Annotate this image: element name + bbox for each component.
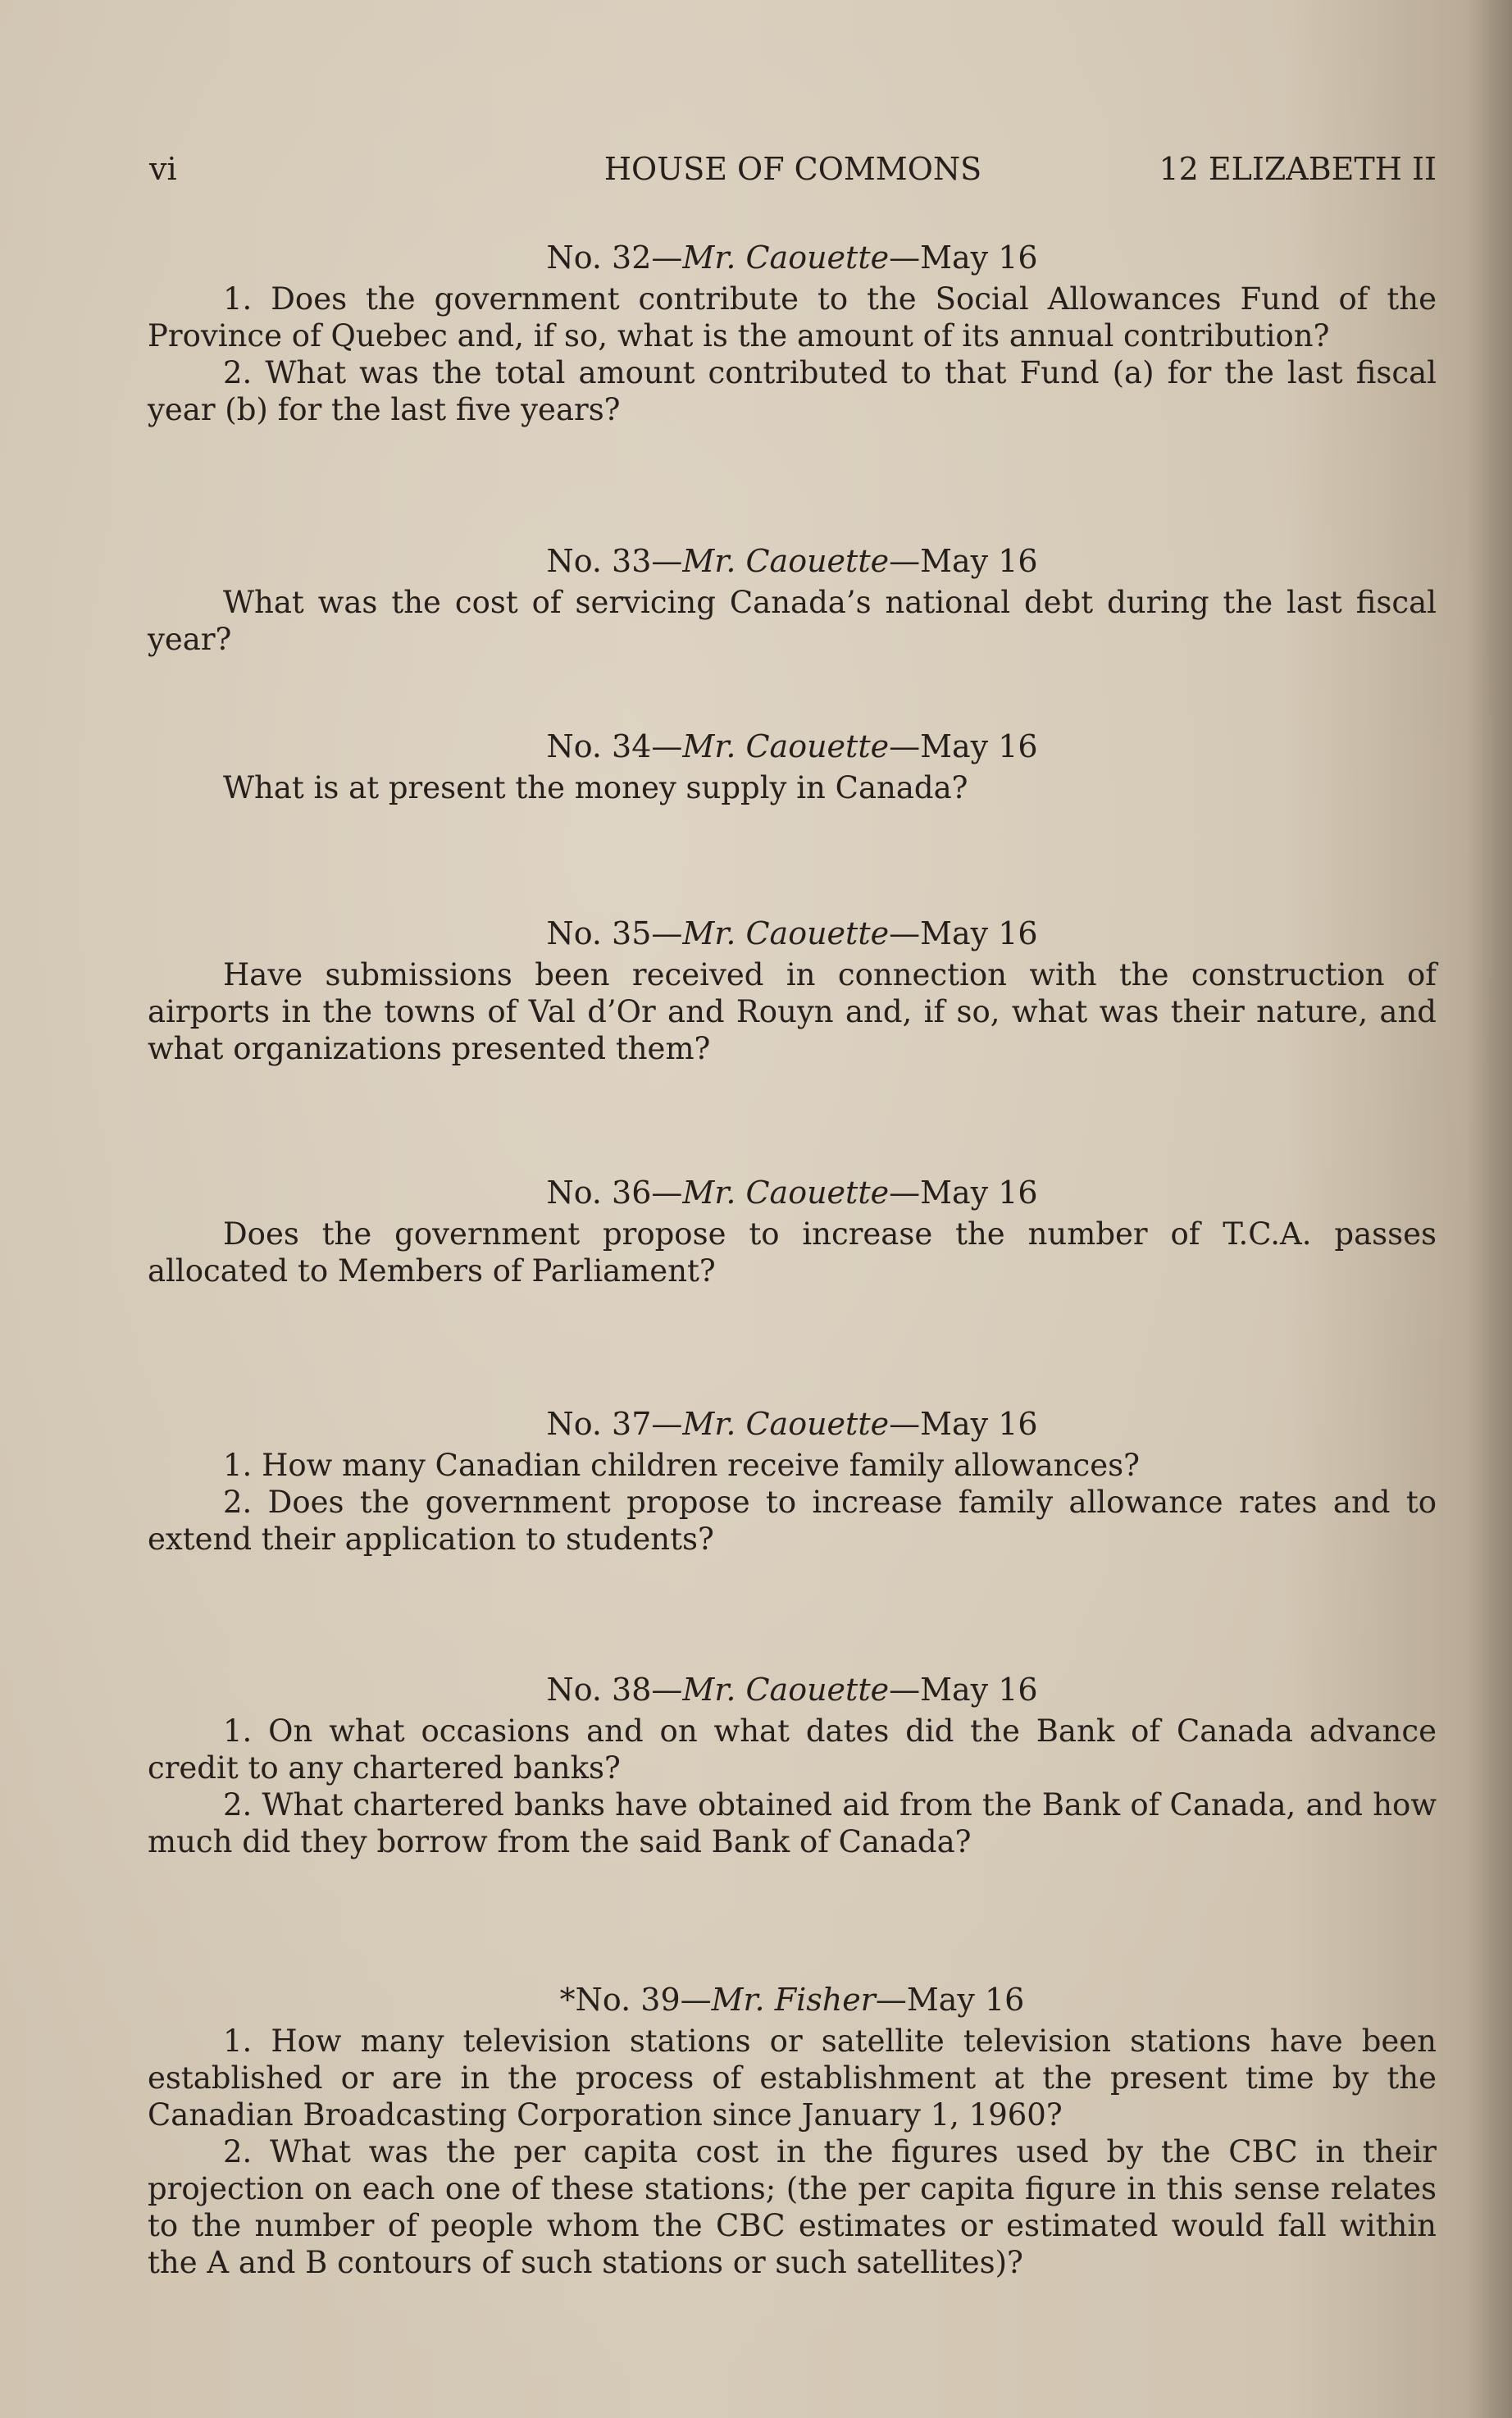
question-paragraph: 2. Does the government propose to increase family allowance rates and to extend their application to students? (148, 1485, 1437, 1557)
question-heading (148, 727, 1437, 766)
question-member: Mr. Caouette (682, 915, 890, 951)
question-date: —May 16 (889, 1175, 1038, 1211)
question-number: No. 37— (546, 1406, 683, 1442)
question-33 (148, 541, 1437, 658)
question-heading (148, 238, 1437, 277)
question-heading (148, 541, 1437, 581)
question-paragraph: What is at present the money supply in Canada? (223, 770, 968, 805)
question-39 (148, 1980, 1437, 2281)
question-member: Mr. Caouette (682, 1175, 890, 1211)
question-32 (148, 238, 1437, 428)
question-number: No. 36— (546, 1175, 683, 1211)
question-member: Mr. Caouette (682, 1406, 890, 1442)
question-number: No. 35— (546, 915, 683, 951)
question-paragraph: Have submissions been received in connection with the construction of airports in the towns of Val d’Or and Rouyn and, if so, what was their nature, and what organizations presented them? (148, 957, 1437, 1066)
question-member: Mr. Caouette (682, 728, 890, 764)
question-paragraph: 1. On what occasions and on what dates did the Bank of Canada advance credit to any chartered banks? (148, 1713, 1437, 1786)
question-paragraph: Does the government propose to increase the number of T.C.A. passes allocated to Members of Parliament? (148, 1216, 1437, 1289)
question-heading (148, 914, 1437, 953)
running-title: HOUSE OF COMMONS (603, 151, 982, 187)
question-member: Mr. Caouette (682, 543, 890, 579)
question-member: Mr. Caouette (682, 1672, 890, 1708)
question-member: Mr. Caouette (682, 240, 890, 276)
question-heading (148, 1173, 1437, 1212)
question-34 (148, 727, 1437, 806)
question-number: No. 38— (546, 1672, 683, 1708)
question-member: Mr. Fisher (711, 1982, 876, 2018)
question-37 (148, 1404, 1437, 1558)
question-heading (148, 1980, 1437, 2019)
question-date: —May 16 (889, 1406, 1038, 1442)
page-number: vi (149, 151, 177, 187)
question-number: No. 33— (546, 543, 683, 579)
question-heading (148, 1404, 1437, 1444)
question-paragraph: 2. What was the per capita cost in the figures used by the CBC in their projection on each one of these stations; (the per capita figure in this sense relates to the number of people whom the CBC estimates or estimated would fall within the A and B contours of such stations or such satellites)? (148, 2134, 1437, 2280)
question-number: No. 34— (546, 728, 683, 764)
question-paragraph: 1. How many television stations or satellite television stations have been established or are in the process of establishment at the present time by the Canadian Broadcasting Corporation since January 1, 1960? (148, 2023, 1437, 2133)
question-date: —May 16 (889, 1672, 1038, 1708)
question-35 (148, 914, 1437, 1067)
question-heading (148, 1670, 1437, 1709)
session-label: 12 ELIZABETH II (1159, 151, 1437, 187)
question-paragraph: 1. How many Canadian children receive family allowances? (223, 1448, 1140, 1483)
question-36 (148, 1173, 1437, 1289)
question-date: —May 16 (889, 728, 1038, 764)
question-date: —May 16 (875, 1982, 1025, 2018)
question-paragraph: 2. What chartered banks have obtained aid from the Bank of Canada, and how much did they borrow from the said Bank of Canada? (148, 1787, 1437, 1859)
question-38 (148, 1670, 1437, 1860)
question-date: —May 16 (889, 240, 1038, 276)
question-number: No. 32— (546, 240, 683, 276)
question-date: —May 16 (889, 915, 1038, 951)
question-paragraph: What was the cost of servicing Canada’s national debt during the last fiscal year? (148, 585, 1437, 657)
page-header (149, 146, 1437, 192)
question-number: *No. 39— (559, 1982, 712, 2018)
question-date: —May 16 (889, 543, 1038, 579)
question-paragraph: 1. Does the government contribute to the Social Allowances Fund of the Province of Quebec and, if so, what is the amount of its annual contribution? (148, 281, 1437, 354)
question-paragraph: 2. What was the total amount contributed to that Fund (a) for the last fiscal year (b) for the last five years? (148, 355, 1437, 427)
